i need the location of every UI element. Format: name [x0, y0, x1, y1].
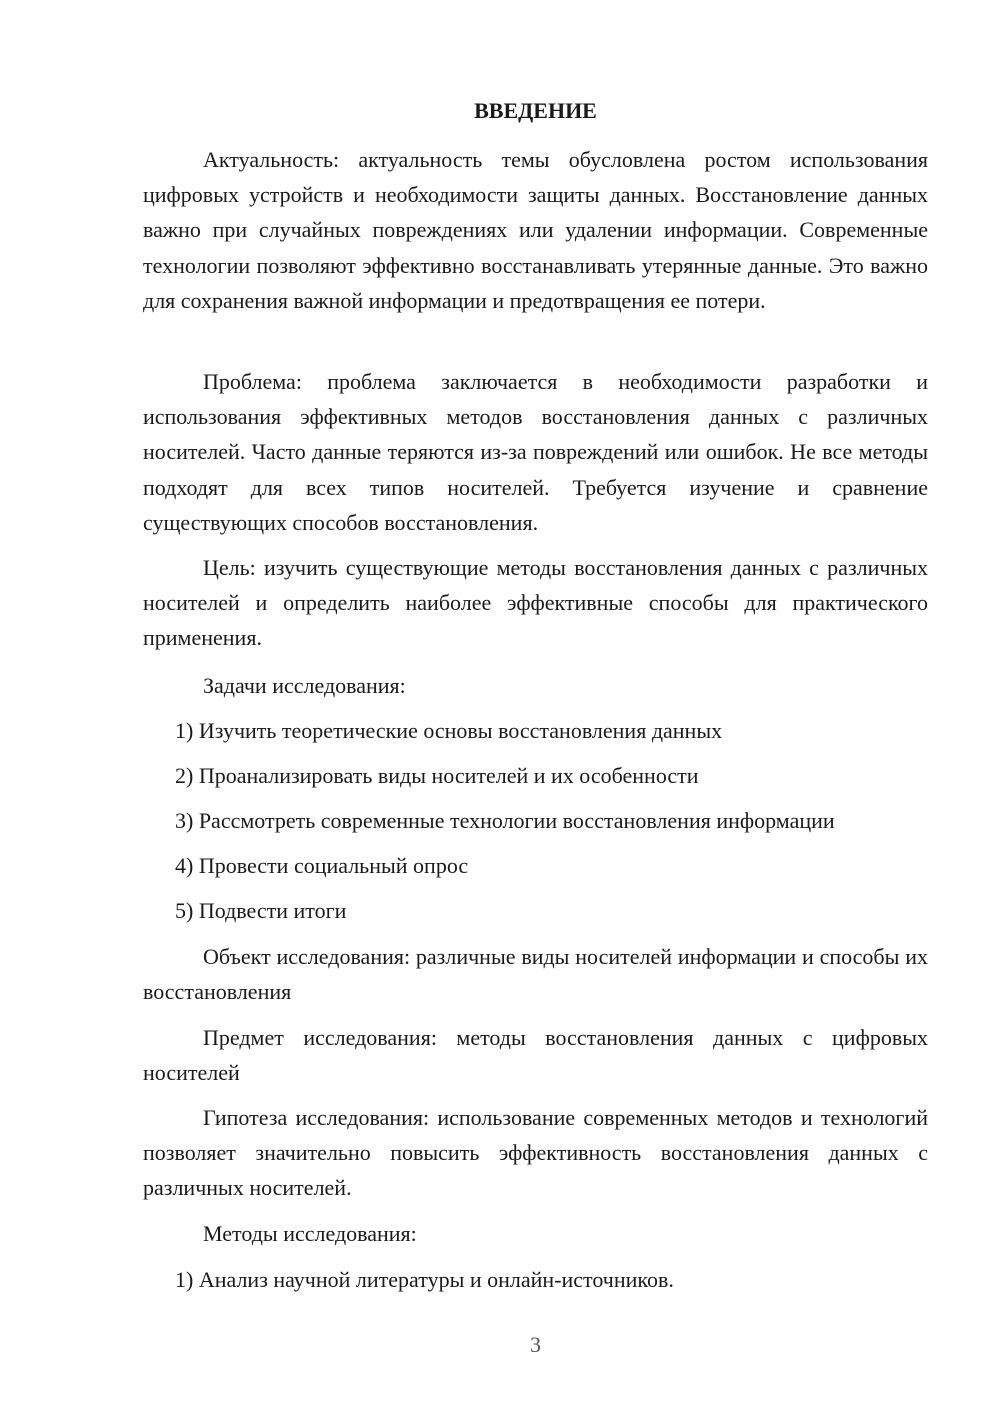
list-item: 1) Изучить теоретические основы восстановления данных	[175, 718, 723, 743]
list-item: 5) Подвести итоги	[175, 898, 347, 923]
list-item: 1) Анализ научной литературы и онлайн-источников.	[175, 1267, 674, 1292]
document-page	[143, 0, 928, 1414]
paragraph-subject: Предмет исследования: методы восстановления данных с цифровых носителей	[143, 1025, 928, 1086]
paragraph-hypothesis: Гипотеза исследования: использование современных методов и технологий позволяет значительно повысить эффективность восстановления данных с различных носителей.	[143, 1105, 928, 1201]
page-title: ВВЕДЕНИЕ	[474, 98, 597, 123]
paragraph-problem: Проблема: проблема заключается в необходимости разработки и использования эффективных методов восстановления данных с различных носителей. Часто данные теряются из-за повреждений или ошибок. Не все методы подходят для всех типов носителей. Требуется изучение и сравнение существующих способов восстановления.	[143, 369, 928, 535]
paragraph-relevance: Актуальность: актуальность темы обусловлена ростом использования цифровых устройств и необходимости защиты данных. Восстановление данных важно при случайных повреждениях или удалении информации. Современные технологии позволяют эффективно восстанавливать утерянные данные. Это важно для сохранения важной информации и предотвращения ее потери.	[143, 147, 928, 313]
page-number: 3	[530, 1332, 541, 1357]
list-item: 4) Провести социальный опрос	[175, 853, 469, 878]
paragraph-object: Объект исследования: различные виды носителей информации и способы их восстановления	[143, 944, 928, 1005]
methods-heading: Методы исследования:	[203, 1221, 417, 1246]
paragraph-goal: Цель: изучить существующие методы восстановления данных с различных носителей и определить наиболее эффективные способы для практического применения.	[143, 555, 928, 651]
list-item: 2) Проанализировать виды носителей и их особенности	[175, 763, 699, 788]
tasks-heading: Задачи исследования:	[203, 673, 406, 698]
list-item: 3) Рассмотреть современные технологии восстановления информации	[175, 808, 835, 833]
